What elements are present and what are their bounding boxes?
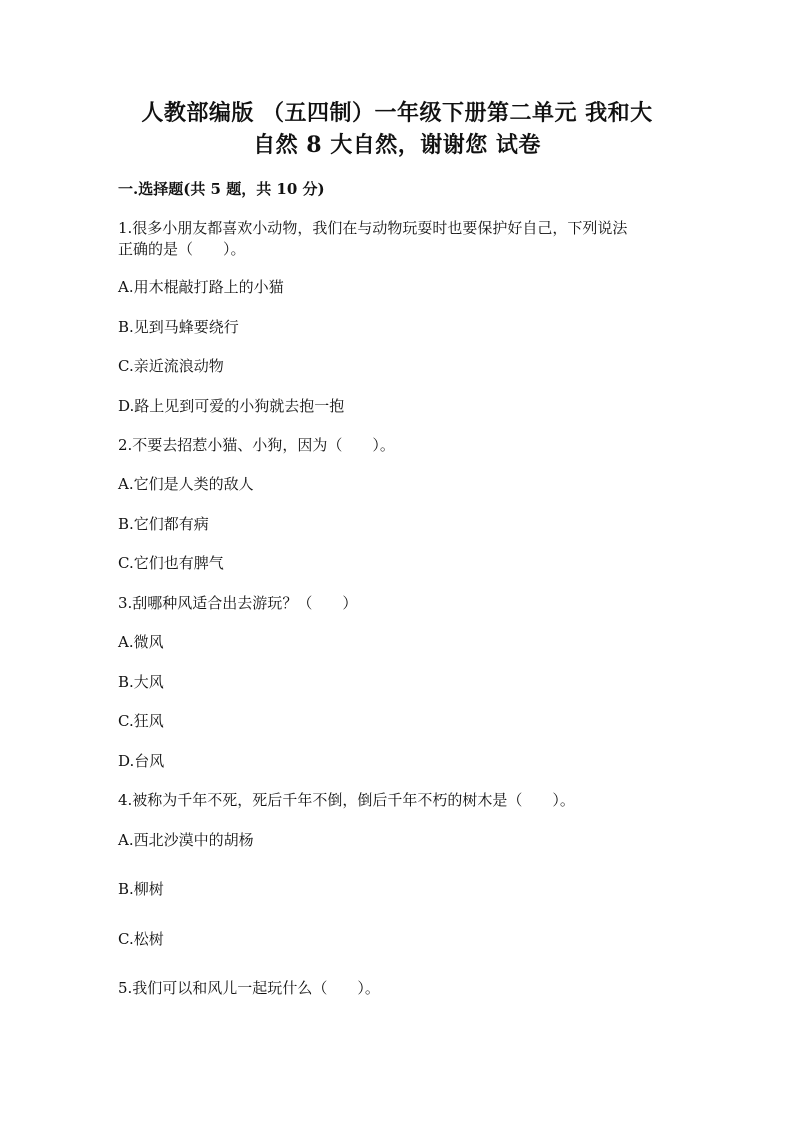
section-heading: 一.选择题(共 5 题，共 10 分) <box>118 180 325 198</box>
question-1-option-d: D.路上见到可爱的小狗就去抱一抱 <box>118 397 345 415</box>
question-3 <box>118 593 678 614</box>
question-3-option-b: B.大风 <box>118 673 164 691</box>
question-1 <box>118 218 678 260</box>
question-5 <box>118 978 678 999</box>
question-3-option-d: D.台风 <box>118 752 165 770</box>
question-5-text: 5.我们可以和风儿一起玩什么（ ）。 <box>118 979 380 997</box>
question-1-option-b: B.见到马蜂要绕行 <box>118 318 239 336</box>
question-4 <box>118 790 678 811</box>
question-4-option-c: C.松树 <box>118 930 164 948</box>
question-2-option-a: A.它们是人类的敌人 <box>118 475 254 493</box>
question-2 <box>118 435 678 456</box>
question-3-option-a: A.微风 <box>118 633 164 651</box>
question-1-option-a: A.用木棍敲打路上的小猫 <box>118 278 284 296</box>
question-3-option-c: C.狂风 <box>118 712 164 730</box>
question-2-option-b: B.它们都有病 <box>118 515 209 533</box>
question-1-text-line-2: 正确的是（ ）。 <box>118 240 246 258</box>
question-4-option-b: B.柳树 <box>118 880 164 898</box>
question-4-option-a: A.西北沙漠中的胡杨 <box>118 831 254 849</box>
worksheet-title-line-1: 人教部编版 （五四制）一年级下册第二单元 我和大 <box>141 100 653 126</box>
question-1-option-c: C.亲近流浪动物 <box>118 357 224 375</box>
question-2-option-c: C.它们也有脾气 <box>118 554 224 572</box>
question-3-text: 3.刮哪种风适合出去游玩？（ ） <box>118 594 358 612</box>
question-1-text-line-1: 1.很多小朋友都喜欢小动物，我们在与动物玩耍时也要保护好自己，下列说法 <box>118 219 628 237</box>
worksheet-title-line-2: 自然 8 大自然，谢谢您 试卷 <box>253 132 541 158</box>
question-2-text: 2.不要去招惹小猫、小狗，因为（ ）。 <box>118 436 395 454</box>
question-4-text: 4.被称为千年不死，死后千年不倒，倒后千年不朽的树木是（ ）。 <box>118 791 575 809</box>
